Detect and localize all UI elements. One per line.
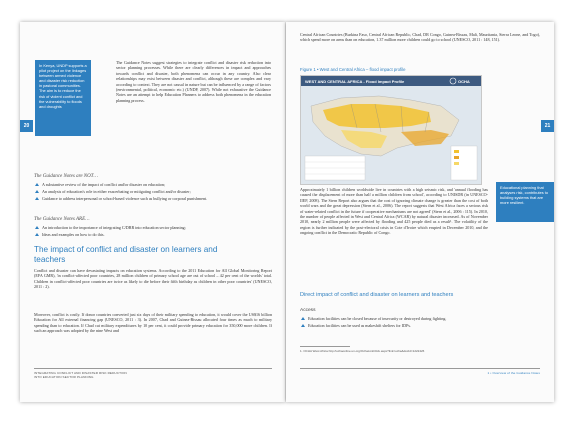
- flood-map-figure: [300, 75, 482, 185]
- list-item: Education facilities can be closed because of insecurity or destroyed during fighting.: [300, 316, 540, 321]
- list-item: Guidance to address interpersonal or school-based violence such as bullying or corporal punishment.: [34, 196, 274, 201]
- section-heading: The impact of conflict and disaster on learners and teachers: [34, 245, 218, 264]
- flood-map-image: [301, 76, 481, 184]
- list-item: An analysis of education's role in either exacerbating or mitigating conflict and/or disaster;: [34, 189, 274, 194]
- map-title: WEST AND CENTRAL AFRICA - Flood Impact Profile: [305, 79, 405, 84]
- not-list: [34, 182, 274, 203]
- sidebar-callout: Educational planning that analyses risk, contributes to building systems that are more resilient.: [496, 182, 554, 222]
- sidebar-callout: In Kenya, UNDP supports a pilot project on the linkages between armed violence and disaster risk reduction in pastoral communities. The aim is to reduce the risk of violent conflict and the vulnerability to floods and droughts: [35, 60, 91, 136]
- figure-caption: Figure 1 • West and Central Africa – flood impact profile: [300, 67, 406, 72]
- footnote-divider: [300, 346, 350, 347]
- body-paragraph: Approximately 1 billion children worldwide live in countries with a high seismic risk, and 'annual flooding has caused the displacement of more than half a million children from school', according to UNISDR (in UNESCO-IIEP, 2008). The Stern Report also argues that the cost of ignoring climate change is greater than the cost of both world wars and the great depression (Stern et al., 2006). The report suggests that West Africa faces a serious risk of water-related conflict in the future if cooperative mechanisms are not agreed' (Stern et al., 2006 : 115). In 2010, the number of people affected in West and Central Africa (WCAR) by natural disaster increased. As of November 2010, nearly 2 million people were affected by flooding and 425 people died as a result¹. The volatility of the region is further indicated by the post-electoral crisis in Cote d'Ivoire which erupted in December 2010, and the ongoing conflict in the Democratic Republic of Congo.: [300, 187, 488, 236]
- list-item: An introduction to the importance of integrating C/DRR into education sector planning;: [34, 225, 274, 230]
- footer-divider: [300, 368, 540, 369]
- page-number: 21: [541, 120, 554, 132]
- list-item: Education facilities can be used as makeshift shelters for IDPs.: [300, 323, 540, 328]
- access-subheading: Access: [300, 308, 316, 313]
- left-page: [20, 22, 285, 402]
- body-paragraph: Conflict and disaster can have devastating impacts on education systems. According to the 2011 Education for All Global Monitoring Report (EFA GMR), 'in conflict-affected poor countries, 28 million children of primary school age are out of school – 42 per cent of the worlds' total. Children in conflict-affected poor countries are twice as likely to die before their fifth birthday as children in other poor countries' (UNESCO, 2011 : 2).: [34, 268, 272, 290]
- intro-paragraph: The Guidance Notes suggest strategies to integrate conflict and disaster risk reduction into sector planning processes. While there are clearly differences in impact and approaches towards conflict and disaster, both phenomena can occur in any country. Also clear relationships may exist between disaster and conflict, although these are complex and vary according to context. They are not causal in nature but can be influenced by a range of factors (environmental, political, economic etc.) (UNDP, 2007). While not exhaustive the Guidance Notes are an attempt to help Education Planners to address both phenomena in the education planning process.: [116, 60, 271, 103]
- list-item: A substantive review of the impact of conflict and/or disaster on education;: [34, 182, 274, 187]
- list-item: Ideas and examples on how to do this.: [34, 232, 274, 237]
- are-heading: The Guidance Notes ARE…: [34, 217, 90, 222]
- access-list: [300, 316, 540, 330]
- map-logo: OCHA: [458, 79, 470, 84]
- right-page: [286, 22, 554, 402]
- body-paragraph: Moreover, conflict is costly. If donor countries converted just six days of their military spending to education, it would cover the US$16 billion Education for All external financing gap (UNESCO, 2011 : 3). In 2007, Chad and Guinea-Bissau allocated four times as much to military spending than to education. If Chad cut military expenditures by 10 per cent, it could provide primary education for 350,000 more children. If such an approach was adopted by the nine West and: [34, 312, 272, 334]
- footer-divider: [34, 368, 272, 369]
- running-footer: INTEGRATING CONFLICT AND DISASTER RISK REDUCTION INTO EDUCATION SECTOR PLANNING: [34, 371, 127, 379]
- body-paragraph: Central African Countries (Burkina Faso, Central African Republic, Chad, DR Congo, Guinea-Bissau, Mali, Mauritania, Sierra Leone, and Togo), which spend more on arms than on education, 1.37 million more children could go to school (UNESCO, 2011 : 148, 151).: [300, 32, 540, 43]
- running-footer: 1 • Overview of the Guidance Notes: [487, 371, 540, 375]
- footnote: 1. OCHA West Africa http://ochaonline.un.org/OchaLinkClick.aspx?link=ocha&docId=1222426: [300, 349, 425, 353]
- section-heading: Direct impact of conflict and disaster on learners and teachers: [300, 292, 454, 298]
- page-number: 20: [20, 120, 33, 132]
- not-heading: The Guidance Notes are NOT…: [34, 174, 98, 179]
- are-list: [34, 225, 274, 239]
